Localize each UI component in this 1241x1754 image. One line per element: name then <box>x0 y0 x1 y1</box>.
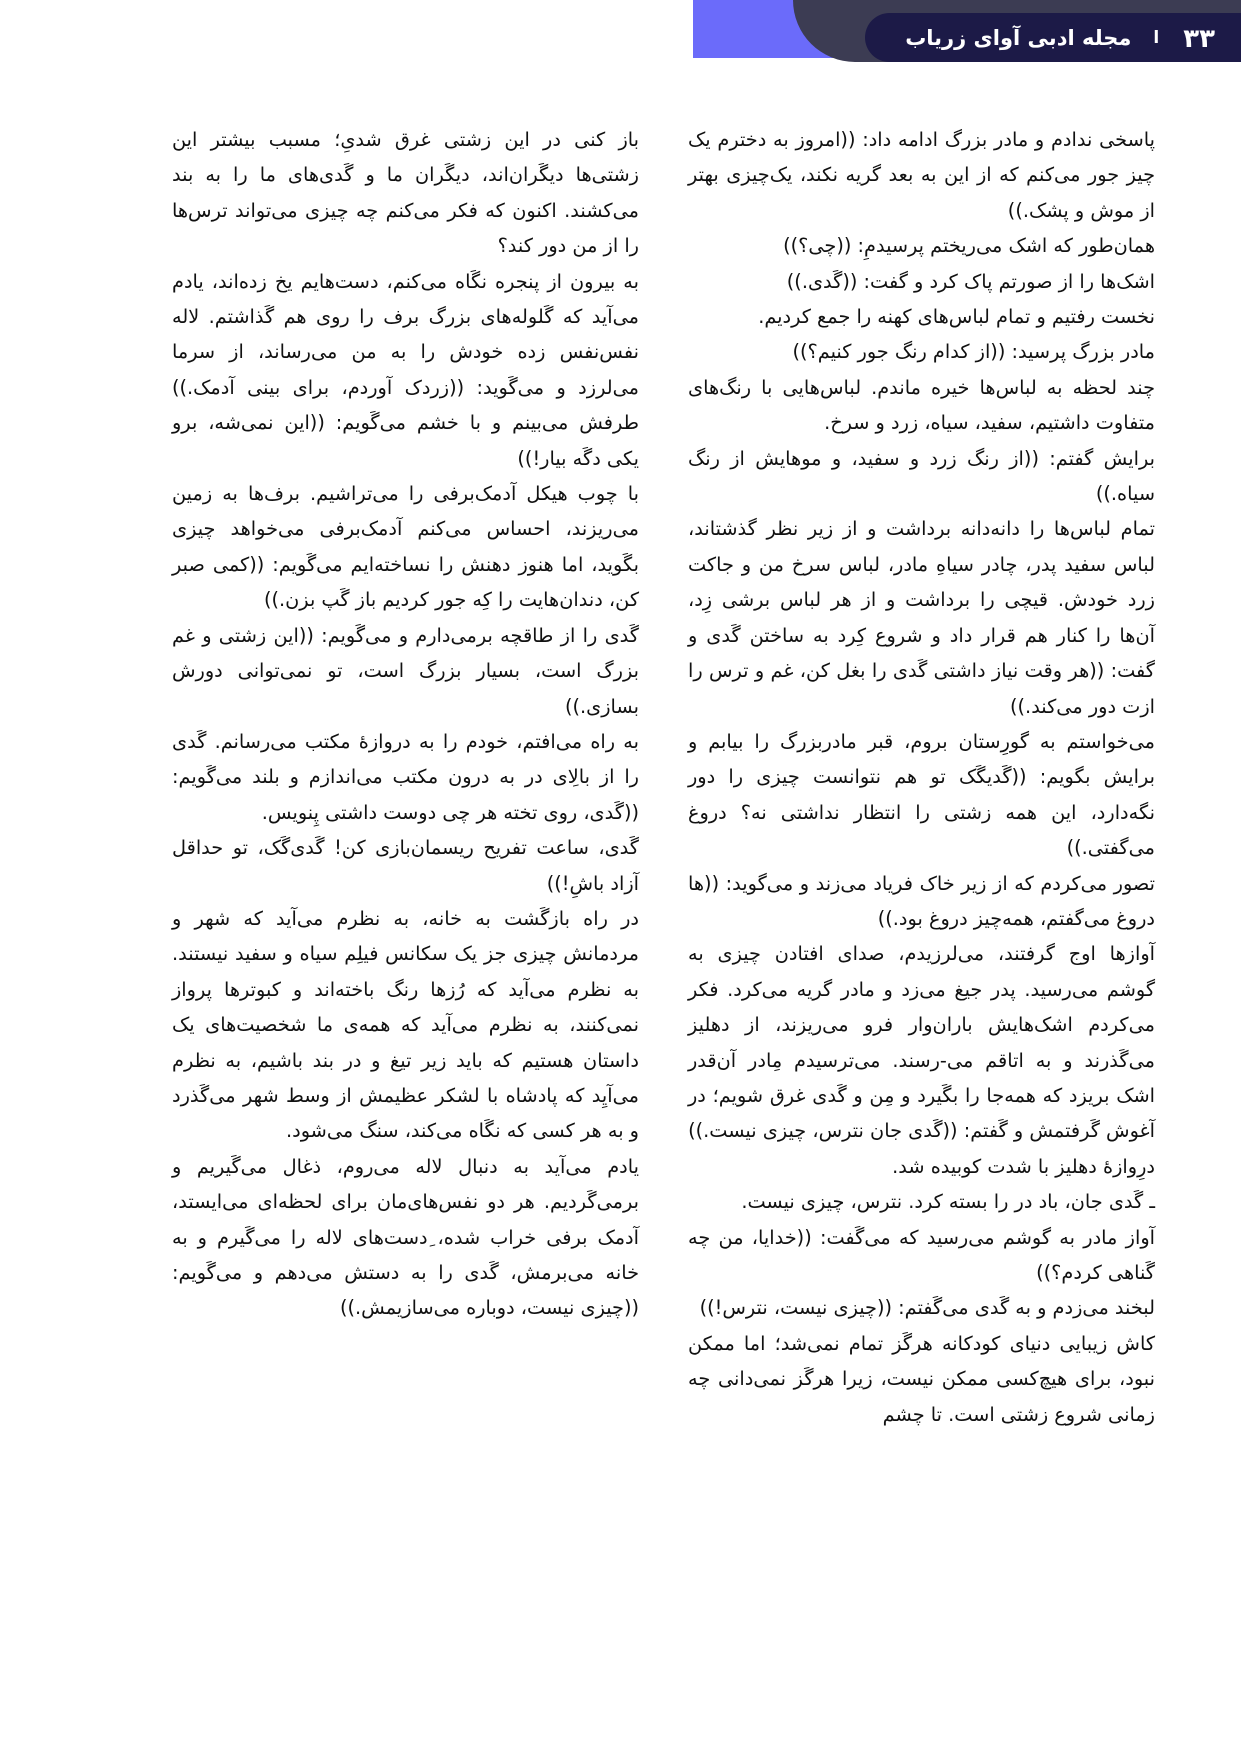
paragraph: همان‌طور که اشک می‌ریختم پرسیدمِ: ((چی؟)) <box>783 234 1155 258</box>
paragraph: می‌خواستم به گورِستان بروم، قبر مادربزرگ را بیابم و برایش بگویم: ((گَدیگَک تو هم نتوانست چیزی را دور نگه‌دارد، این همه زشتی را انتظار نداشتی نه؟ دروغ می‌گفتی.)) <box>688 729 1155 860</box>
paragraph: گَدی را از طاقچه برمی‌دارم و می‌گَویم: ((این زشتی و غم بزرگ است، بسیار بزرگ است، تو نمی‌توانی دورش بسازی.)) <box>172 623 639 718</box>
paragraph: به بیرون از پنجره نگَاه می‌کنم، دست‌هایم یخ زده‌اند، یادم می‌آید که گَلوله‌های بزرگ برف را روی هم گَذاشتم. لاله نفس‌نفس زده خودش را به من می‌رساند، از سرما می‌لرزد و می‌گَوید: ((زردک آوردم، برای بینی آدمک.)) طرفش می‌بینم و با خشم می‌گَویم: ((این نمی‌شه، برو یکی دگَه بیار!)) <box>172 269 639 470</box>
paragraph: برایش گفتم: ((از رنگ زرد و سفید، و موهایش از رنگ سیاه.)) <box>688 446 1155 506</box>
paragraph: چند لحظه به لباس‌ها خیره ماندم. لباس‌هایی با رنگ‌های متفاوت داشتیم، سفید، سیاه، زرد و سرخ. <box>688 375 1155 435</box>
article-body <box>0 122 1241 1622</box>
text-column-left <box>172 122 639 1622</box>
paragraph: لبخند می‌زدم و به گَدی می‌گَفتم: ((چیزی نیست، نترس!)) <box>699 1296 1155 1320</box>
paragraph: نخست رفتیم و تمام لباس‌های کهنه را جمع کردیم. <box>758 305 1155 329</box>
paragraph: کاش زیبایی دنیای کودکانه هرگَز تمام نمی‌شد؛ اما ممکن نبود، برای هیچ‌کسی ممکن نیست، زیرا هرگَز نمی‌دانی چه زمانی شروع زشتی است. تا چشم <box>688 1331 1155 1426</box>
paragraph: گَدی، ساعت تفریح ریسمان‌بازی کن! گَدی‌گَک، تو حداقل آزاد باشِ!)) <box>172 836 639 895</box>
header-separator: ا <box>1153 28 1160 48</box>
paragraph: ـ گَدی جان، باد در را بسته کرد. نترس، چیزی نیست. <box>741 1190 1155 1214</box>
header-badge-content <box>865 13 1241 62</box>
paragraph: پاسخی ندادم و مادر بزرگ ادامه داد: ((امروز به دخترم یک چیز جور می‌کنم که از این به بعد گریه نکند، یک‌چیزی بهتر از موش و پشک.)) <box>688 128 1155 222</box>
paragraph: یادم می‌آید به دنبال لاله می‌روم، ذغال می‌گَیریم و برمی‌گَردیم. هر دو نفس‌های‌مان برای لحظه‌ای می‌ایستد، آدمک برفی خراب شده، ِدست‌های لاله را می‌گَیرم و به خانه می‌برمش، گَدی را به دستش می‌دهم و می‌گَویم: ((چیزی نیست، دوباره می‌سازیمش.)) <box>172 1154 639 1320</box>
page-number: ۳۳ <box>1183 23 1215 54</box>
paragraph: تصور می‌کردم که از زیر خاک فریاد می‌زند و می‌گوید: ((ها دروغ می‌گفتم، همه‌چیز دروغ بود.)) <box>688 871 1155 930</box>
paragraph: اشک‌ها را از صورتم پاک کرد و گفت: ((گَدی.)) <box>786 269 1155 293</box>
column-gutter <box>639 122 688 1622</box>
paragraph: مادر بزرگ پرسید: ((از کدام رنگ جور کنیم؟)) <box>792 340 1155 364</box>
paragraph: با چوب هیکل آدمک‌برفی را می‌تراشیم. برف‌ها به زمین می‌ریزند، احساس می‌کنم آدمک‌برفی می‌خواهد چیزی بگَوید، اما هنوز دهنش را نساخته‌ایم می‌گَویم: ((کمی صبر کن، دندان‌هایت را کِه جور کردیم باز گَپ بزن.)) <box>172 482 639 612</box>
page-header <box>0 0 1241 62</box>
paragraph: باز کنی در این زشتی غرق شدیِ؛ مسبب بیشتر این زشتی‌ها دیگَران‌اند، دیگَران ما و گَدی‌های ما را به بند می‌کشند. اکنون که فکر می‌کنم چه چیزی می‌تواند ترس‌ها را از من دور کند؟ <box>172 128 639 258</box>
paragraph: آواز مادر به گوشم می‌رسید که می‌گَفت: ((خدایا، من چه گَناهی کردم؟)) <box>688 1225 1155 1284</box>
paragraph: در راه بازگَشت به خانه، به نظرم می‌آید که شهر و مردمانش چیزی جز یک سکانس فیلِم سیاه و سفید نیستند. به نظرم می‌آید که رُزها رنگ باخته‌اند و کبوترها پرواز نمی‌کنند، به نظرم می‌آید که همه‌ی ما شخصیت‌های یک داستان هستیم که باید زیر تیغ و در بند باشیم، به نظرم می‌آیِد که پادشاه با لشکر عظیمش از وسط شهر می‌گَذرد و به هر کسی که نگَاه می‌کند، سنگ می‌شود. <box>172 906 639 1143</box>
text-column-right <box>688 122 1155 1622</box>
paragraph: آوازها اوج گرفتند، می‌لرزیدم، صدای افتادن چیزی به گوشم می‌رسید. پدر جیغ می‌زد و مادر گریه می‌کرد. فکر می‌کردم اشک‌هایش باران‌وار فرو می‌ریزند، از دهلیز می‌گَذرند و به اتاقم می‌-رسند. می‌ترسیدم مِادر آن‌قدر اشک بریزد که همه‌جا را بگَیرد و مِن و گَدی غرق شویم؛ در آغوش گَرفتمش و گَفتم: ((گَدی جان نترس، چیزی نیست.)) <box>688 942 1155 1143</box>
paragraph: به راه می‌افتم، خودم را به دروازهٔ مکتب می‌رسانم. گَدی را از بالِای در به درون مکتب می‌اندازم و بلند می‌گَویم: ((گَدی، روی تخته هر چی دوست داشتی پِنویس. <box>172 729 639 824</box>
magazine-title: مجله ادبی آوای زریاب <box>905 26 1132 50</box>
header-navy-badge <box>865 13 1241 62</box>
paragraph: تمام لباس‌ها را دانه‌دانه برداشت و از زیر نظر گذشتاند، لباس سفید پدر، چادر سیاهِ مادر، لباس سرخ من و جاکت زرد خودش. قیچی را برداشت و از هر لباس برشی زِد، آن‌ها را کنار هم قرار داد و شروع کِرد به ساختن گَدی و گفت: ((هر وقت نیاز داشتی گَدی را بغل کن، غم و ترس را ازت دور می‌کند.)) <box>688 517 1155 718</box>
paragraph: درِوازهٔ دهلیز با شدت کوبیده شد. <box>892 1154 1155 1178</box>
